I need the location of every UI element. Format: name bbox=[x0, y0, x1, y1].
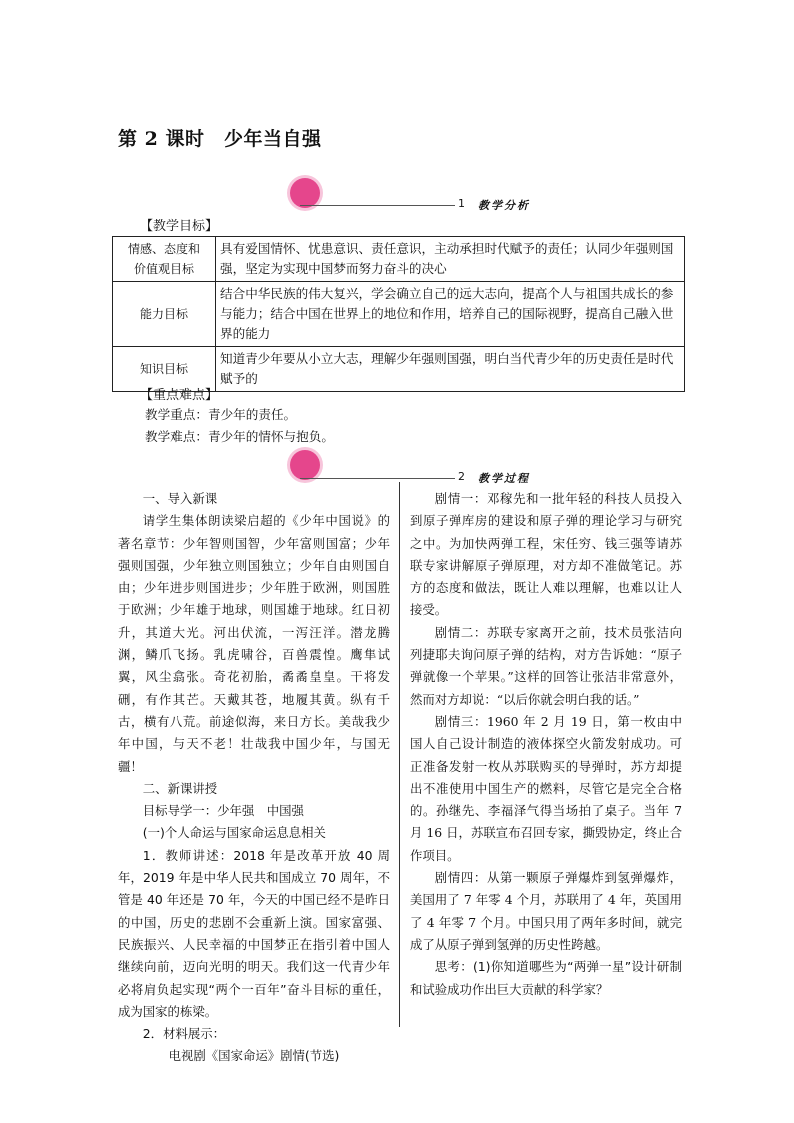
poem-text: 少年智则国智，少年富则国富；少年强则国强，少年独立则国独立；少年自由则国自由；少年进步则国进步；少年胜于欧洲，则国胜于欧洲；少年雄于地球，则国雄于地球。红日初升，其道大光。河出伏流，一泻汪洋。潜龙腾渊，鳞爪飞扬。乳虎啸谷，百兽震惶。鹰隼试翼，风尘翕张。奇花初胎，矞矞皇皇。干将发硎，有作其芒。天戴其苍，地履其黄。纵有千古，横有八荒。前途似海，来日方长。美哉我少年中国，与天不老！壮哉我中国少年，与国无疆！ bbox=[118, 535, 391, 774]
section-2-label: 教学过程 bbox=[478, 472, 530, 485]
key-heading: 【重点难点】 bbox=[140, 388, 219, 403]
section-1-label: 教学分析 bbox=[478, 199, 530, 212]
goal-label-line1: 情感、态度和 bbox=[127, 242, 200, 256]
section-1-circle-icon bbox=[290, 178, 320, 208]
plot-two: 剧情二：苏联专家离开之前，技术员张洁向列捷耶夫询问原子弹的结构，对方告诉她：“原子弹就像一个苹果。”这样的回答让张洁非常意外，然而对方却说：“以后你就会明白我的话。” bbox=[410, 624, 682, 707]
intro-lead: 请学生集体朗读梁启超的《少年中国说》的著名章节： bbox=[118, 513, 390, 551]
tv-series-title: 电视剧《国家命运》剧情(节选) bbox=[168, 1048, 340, 1064]
plot-one: 剧情一：邓稼先和一批年轻的科技人员投入到原子弹库房的建设和原子弹的理论学习与研究之中。为加快两弹工程，宋任穷、钱三强等请苏联专家讲解原子弹原理，对方却不准做笔记。苏方的态度和做法，既让人难以理解，也难以让人接受。 bbox=[410, 491, 682, 618]
left-column bbox=[118, 488, 390, 1068]
target-one: 目标导学一：少年强 中国强 bbox=[142, 803, 304, 819]
plot-three: 剧情三：1960 年 2 月 19 日，第一枚由中国人自己设计制造的液体探空火箭发射成功。可正准备发射一枚从苏联购买的导弹时，苏方却提出不准使用中国生产的燃料，尽管它是完全合格的。孙继先、李福泽气得当场拍了桌子。当年 7 月 16 日，苏联宣布召回专家，撕毁协定，终止合作项目。 bbox=[410, 713, 682, 863]
section-2-line bbox=[300, 478, 455, 479]
section-1-line bbox=[300, 205, 455, 206]
difficult-point: 教学难点：青少年的情怀与抱负。 bbox=[145, 429, 334, 444]
column-divider bbox=[399, 482, 400, 1027]
goal-label-line2: 价值观目标 bbox=[133, 262, 194, 276]
subheading-one: (一)个人命运与国家命运息息相关 bbox=[142, 825, 326, 841]
teacher-narration: 1．教师讲述：2018 年是改革开放 40 周年，2019 年是中华人民共和国成立 70 周年，不管是 40 年还是 70 年，今天的中国已经不是昨日的中国，历史的悲剧不会重新上演。国家富强、民族振兴、人民幸福的中国梦正在指引着中国人继续向前，迈向光明的明天。我们这一代青少年必将肩负起实现“两个一百年”奋斗目标的重任，成为国家的栋梁。 bbox=[118, 847, 390, 1019]
material-display: 2．材料展示： bbox=[142, 1026, 226, 1042]
section-2-number: 2 bbox=[458, 470, 465, 483]
plot-four: 剧情四：从第一颗原子弹爆炸到氢弹爆炸，美国用了 7 年零 4 个月，苏联用了 4 年，英国用了 4 年零 7 个月。中国只用了两年多时间，就完成了从原子弹到氢弹的历史性跨越。 bbox=[410, 870, 682, 952]
right-column bbox=[410, 488, 682, 1001]
goal-text-ability: 结合中华民族的伟大复兴，学会确立自己的远大志向，提高个人与祖国共成长的参与能力；结合中国在世界上的地位和作用，培养自己的国际视野，提高自己融入世界的能力 bbox=[216, 282, 685, 347]
goal-row-attitude bbox=[113, 237, 685, 282]
think-question: 思考：(1)你知道哪些为“两弹一星”设计研制和试验成功作出巨大贡献的科学家？ bbox=[410, 959, 682, 997]
page-title: 第 2 课时 少年当自强 bbox=[118, 128, 322, 150]
goal-row-ability bbox=[113, 282, 685, 347]
intro-paragraph bbox=[118, 510, 390, 778]
goals-heading: 【教学目标】 bbox=[140, 219, 219, 234]
section-1-number: 1 bbox=[458, 197, 465, 210]
goals-table bbox=[112, 236, 685, 392]
goal-label-attitude bbox=[113, 237, 216, 282]
goal-label-ability: 能力目标 bbox=[113, 282, 216, 347]
goal-label-knowledge: 知识目标 bbox=[113, 347, 216, 392]
heading-new-lesson: 二、新课讲授 bbox=[142, 780, 218, 796]
goal-text-knowledge: 知道青少年要从小立大志，理解少年强则国强，明白当代青少年的历史责任是时代赋予的 bbox=[216, 347, 685, 392]
section-2-circle-icon bbox=[290, 450, 320, 480]
heading-intro: 一、导入新课 bbox=[142, 491, 218, 506]
key-point: 教学重点：青少年的责任。 bbox=[145, 407, 297, 422]
goal-text-attitude: 具有爱国情怀、忧患意识、责任意识，主动承担时代赋予的责任；认同少年强则国强，坚定为实现中国梦而努力奋斗的决心 bbox=[216, 237, 685, 282]
